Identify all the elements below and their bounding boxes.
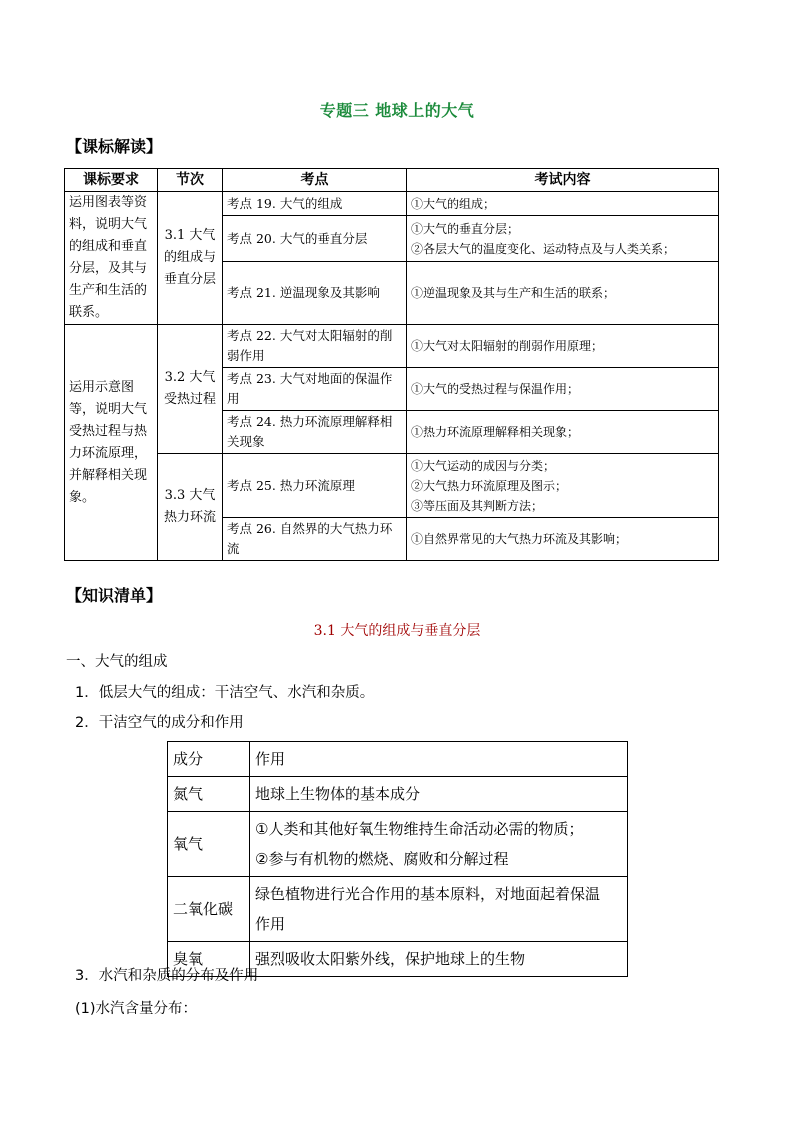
content-line: ②各层大气的温度变化、运动特点及与人类关系； <box>411 241 676 256</box>
exam-point-cell: 考点 21. 逆温现象及其影响 <box>223 262 407 325</box>
effect-line: 绿色植物进行光合作用的基本原料，对地面起着保温 <box>255 885 601 903</box>
header-cell: 节次 <box>158 169 223 192</box>
content-cell <box>407 368 719 411</box>
component-effect <box>250 812 628 877</box>
content-cell <box>407 192 719 216</box>
content-line: ①大气的受热过程与保温作用； <box>411 382 580 396</box>
paragraph: 2．干洁空气的成分和作用 <box>75 715 244 731</box>
composition-table <box>167 741 628 977</box>
paragraph: 3．水汽和杂质的分布及作用 <box>75 968 259 984</box>
content-line: ①逆温现象及其与生产和生活的联系； <box>411 286 616 301</box>
effect-line: 地球上生物体的基本成分 <box>255 785 421 803</box>
header-cell: 考试内容 <box>407 169 719 192</box>
component-name: 氧气 <box>168 812 250 877</box>
content-line: ①大气的垂直分层； <box>411 221 520 236</box>
table-row <box>168 742 628 777</box>
component-name: 二氧化碳 <box>168 877 250 942</box>
exam-point-cell: 考点 20. 大气的垂直分层 <box>223 216 407 262</box>
requirement-cell: 运用示意图等，说明大气受热过程与热力环流原理，并解释相关现象。 <box>65 325 158 561</box>
component-effect <box>250 942 628 977</box>
component-name: 臭氧 <box>168 942 250 977</box>
curriculum-table <box>64 168 719 561</box>
exam-point-cell: 考点 26. 自然界的大气热力环流 <box>223 518 407 561</box>
exam-point-cell: 考点 22. 大气对太阳辐射的削弱作用 <box>223 325 407 368</box>
section-heading-knowledge: 【知识清单】 <box>66 586 163 605</box>
component-effect <box>250 877 628 942</box>
effect-line: 强烈吸收太阳紫外线，保护地球上的生物 <box>255 950 526 968</box>
exam-point-cell: 考点 24. 热力环流原理解释相关现象 <box>223 411 407 454</box>
content-line: ①自然界常见的大气热力环流及其影响； <box>411 532 628 546</box>
component-name: 氮气 <box>168 777 250 812</box>
requirement-cell: 运用图表等资料，说明大气的组成和垂直分层，及其与生产和生活的联系。 <box>65 192 158 325</box>
content-cell <box>407 454 719 518</box>
table-row <box>168 877 628 942</box>
content-line: ②大气热力环流原理及图示； <box>411 478 568 493</box>
header-cell: 成分 <box>168 742 250 777</box>
section-cell: 3.1 大气的组成与垂直分层 <box>158 192 223 325</box>
content-line: ①大气对太阳辐射的削弱作用原理； <box>411 339 604 353</box>
section-heading-curriculum: 【课标解读】 <box>66 137 163 156</box>
content-cell <box>407 411 719 454</box>
content-line: ①大气的组成； <box>411 196 496 211</box>
table-row <box>168 777 628 812</box>
paragraph-heading: 一、大气的组成 <box>66 654 168 670</box>
header-cell: 作用 <box>250 742 628 777</box>
effect-line: ①人类和其他好氧生物维持生命活动必需的物质； <box>255 820 584 838</box>
page-title: 专题三 地球上的大气 <box>319 101 475 120</box>
table-row <box>65 192 719 216</box>
table-header-row <box>65 169 719 192</box>
content-cell <box>407 518 719 561</box>
section-cell: 3.3 大气热力环流 <box>158 454 223 561</box>
content-cell <box>407 262 719 325</box>
effect-line: 作用 <box>255 915 286 933</box>
table-row <box>168 812 628 877</box>
exam-point-cell: 考点 23. 大气对地面的保温作用 <box>223 368 407 411</box>
paragraph: (1)水汽含量分布： <box>75 1001 198 1017</box>
header-cell: 课标要求 <box>65 169 158 192</box>
header-cell: 考点 <box>223 169 407 192</box>
section-cell: 3.2 大气受热过程 <box>158 325 223 454</box>
content-cell <box>407 216 719 262</box>
table-row <box>65 454 719 518</box>
subsection-title: 3.1 大气的组成与垂直分层 <box>313 623 481 639</box>
effect-line: ②参与有机物的燃烧、腐败和分解过程 <box>255 850 509 868</box>
paragraph: 1．低层大气的组成：干洁空气、水汽和杂质。 <box>75 685 375 701</box>
content-line: ①热力环流原理解释相关现象； <box>411 425 580 439</box>
content-line: ③等压面及其判断方法； <box>411 498 544 513</box>
exam-point-cell: 考点 19. 大气的组成 <box>223 192 407 216</box>
component-effect <box>250 777 628 812</box>
content-cell <box>407 325 719 368</box>
content-line: ①大气运动的成因与分类； <box>411 458 556 473</box>
table-row <box>65 325 719 368</box>
exam-point-cell: 考点 25. 热力环流原理 <box>223 454 407 518</box>
